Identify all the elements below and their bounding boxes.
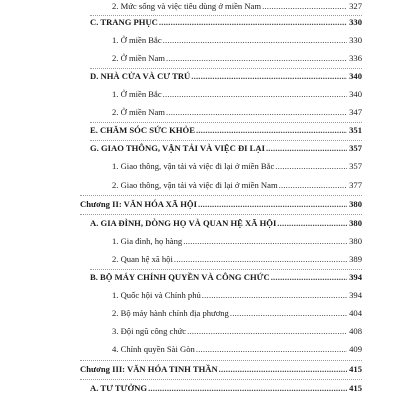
toc-entry-title: 4. Chính quyền Sài Gòn xyxy=(112,344,195,354)
toc-subsection-entry xyxy=(112,290,362,301)
toc-entry-title: E. CHĂM SÓC SỨC KHỎE xyxy=(90,125,195,135)
toc-page-number: 347 xyxy=(349,107,362,117)
toc-leader-dots xyxy=(198,199,347,210)
toc-leader-dots xyxy=(279,180,347,191)
toc-entry-title: A. GIA ĐÌNH, DÒNG HỌ VÀ QUAN HỆ XÃ HỘI xyxy=(90,218,277,228)
toc-separator-line xyxy=(90,269,362,270)
toc-chapter-entry xyxy=(80,199,362,210)
toc-leader-dots xyxy=(187,326,347,337)
toc-leader-dots xyxy=(266,143,347,154)
toc-page-number: 357 xyxy=(349,143,362,153)
toc-separator-line xyxy=(90,122,362,123)
toc-entry-title: Chương II: VĂN HÓA XÃ HỘI xyxy=(80,199,197,209)
toc-leader-dots xyxy=(271,272,347,283)
toc-separator-line xyxy=(80,214,362,215)
toc-leader-dots xyxy=(196,125,347,136)
toc-section-entry xyxy=(90,272,362,283)
toc-page-number: 415 xyxy=(349,364,362,374)
toc-leader-dots xyxy=(148,383,347,394)
toc-leader-dots xyxy=(202,290,347,301)
toc-separator-line xyxy=(80,195,362,196)
toc-entry-title: 2. Bộ máy hành chính địa phương xyxy=(112,308,229,318)
toc-subsection-entry xyxy=(112,53,362,64)
toc-separator-line xyxy=(90,15,362,16)
toc-entry-title: C. TRANG PHỤC xyxy=(90,17,158,27)
toc-leader-dots xyxy=(166,107,347,118)
toc-leader-dots xyxy=(219,364,347,375)
toc-page-number: 351 xyxy=(349,125,362,135)
toc-section-entry xyxy=(90,218,362,229)
toc-entry-title: 2. Ở miền Nam xyxy=(112,53,165,63)
toc-leader-dots xyxy=(277,218,347,229)
toc-page-number: 389 xyxy=(349,254,362,264)
toc-section-entry xyxy=(90,71,362,82)
toc-separator-line xyxy=(90,68,362,69)
toc-page-number: 327 xyxy=(349,1,362,11)
toc-leader-dots xyxy=(159,17,347,28)
toc-entry-title: 2. Ở miền Nam xyxy=(112,107,165,117)
toc-entry-title: 1. Quốc hội và Chính phủ xyxy=(112,290,201,300)
toc-entry-title: D. NHÀ CỬA VÀ CƯ TRÚ xyxy=(90,71,191,81)
toc-entry-title: 1. Gia đình, họ hàng xyxy=(112,236,183,246)
toc-page-number: 415 xyxy=(349,383,362,393)
toc-leader-dots xyxy=(196,344,347,355)
toc-section-entry xyxy=(90,17,362,28)
toc-section-entry xyxy=(90,125,362,136)
toc-subsection-entry xyxy=(112,308,362,319)
toc-subsection-entry xyxy=(112,326,362,337)
toc-leader-dots xyxy=(275,161,347,172)
toc-entry-title: B. BỘ MÁY CHÍNH QUYỀN VÀ CÔNG CHỨC xyxy=(90,272,270,282)
toc-page-number: 340 xyxy=(349,89,362,99)
toc-page-number: 404 xyxy=(349,308,362,318)
toc-subsection-entry xyxy=(112,161,362,172)
toc-separator-line xyxy=(80,379,362,380)
toc-entry-title: A. TƯ TƯỞNG xyxy=(90,383,148,393)
toc-section-entry xyxy=(90,383,362,394)
toc-leader-dots xyxy=(191,71,347,82)
toc-page-number: 394 xyxy=(349,290,362,300)
toc-entry-title: 2. Quan hệ xã hội xyxy=(112,254,173,264)
toc-subsection-entry xyxy=(112,89,362,100)
toc-entry-title: Chương III: VĂN HÓA TINH THẦN xyxy=(80,364,218,374)
toc-page-number: 409 xyxy=(349,344,362,354)
toc-page-number: 340 xyxy=(349,71,362,81)
toc-leader-dots xyxy=(183,236,347,247)
toc-page-number: 380 xyxy=(349,199,362,209)
toc-page-number: 336 xyxy=(349,53,362,63)
toc-page-number: 330 xyxy=(349,17,362,27)
toc-leader-dots xyxy=(166,53,347,64)
toc-chapter-entry xyxy=(80,364,362,375)
toc-subsection-entry xyxy=(112,254,362,265)
toc-leader-dots xyxy=(163,35,347,46)
toc-separator-line xyxy=(90,140,362,141)
toc-subsection-entry xyxy=(112,1,362,12)
toc-page-number: 357 xyxy=(349,161,362,171)
toc-page-number: 380 xyxy=(349,236,362,246)
toc-page-number: 330 xyxy=(349,35,362,45)
toc-page-number: 408 xyxy=(349,326,362,336)
toc-entry-title: 2. Giao thông, vận tải và việc đi lại ở miền Nam xyxy=(112,180,278,190)
toc-leader-dots xyxy=(230,308,347,319)
toc-entry-title: G. GIAO THÔNG, VẬN TẢI VÀ VIỆC ĐI LẠI xyxy=(90,143,265,153)
toc-page-number: 380 xyxy=(349,218,362,228)
toc-section-entry xyxy=(90,143,362,154)
toc-subsection-entry xyxy=(112,344,362,355)
toc-subsection-entry xyxy=(112,236,362,247)
toc-entry-title: 1. Ở miền Bắc xyxy=(112,35,162,45)
toc-page-number: 394 xyxy=(349,272,362,282)
toc-leader-dots xyxy=(163,89,347,100)
toc-subsection-entry xyxy=(112,35,362,46)
toc-entry-title: 3. Đội ngũ công chức xyxy=(112,326,187,336)
toc-leader-dots xyxy=(262,1,347,12)
toc-entry-title: 2. Mức sống và việc tiêu dùng ở miền Nam xyxy=(112,1,262,11)
toc-separator-line xyxy=(80,360,362,361)
toc-subsection-entry xyxy=(112,107,362,118)
toc-entry-title: 1. Giao thông, vận tải và việc đi lại ở miền Bắc xyxy=(112,161,275,171)
toc-entry-title: 1. Ở miền Bắc xyxy=(112,89,162,99)
toc-page-number: 377 xyxy=(349,180,362,190)
toc-leader-dots xyxy=(174,254,347,265)
toc-subsection-entry xyxy=(112,180,362,191)
